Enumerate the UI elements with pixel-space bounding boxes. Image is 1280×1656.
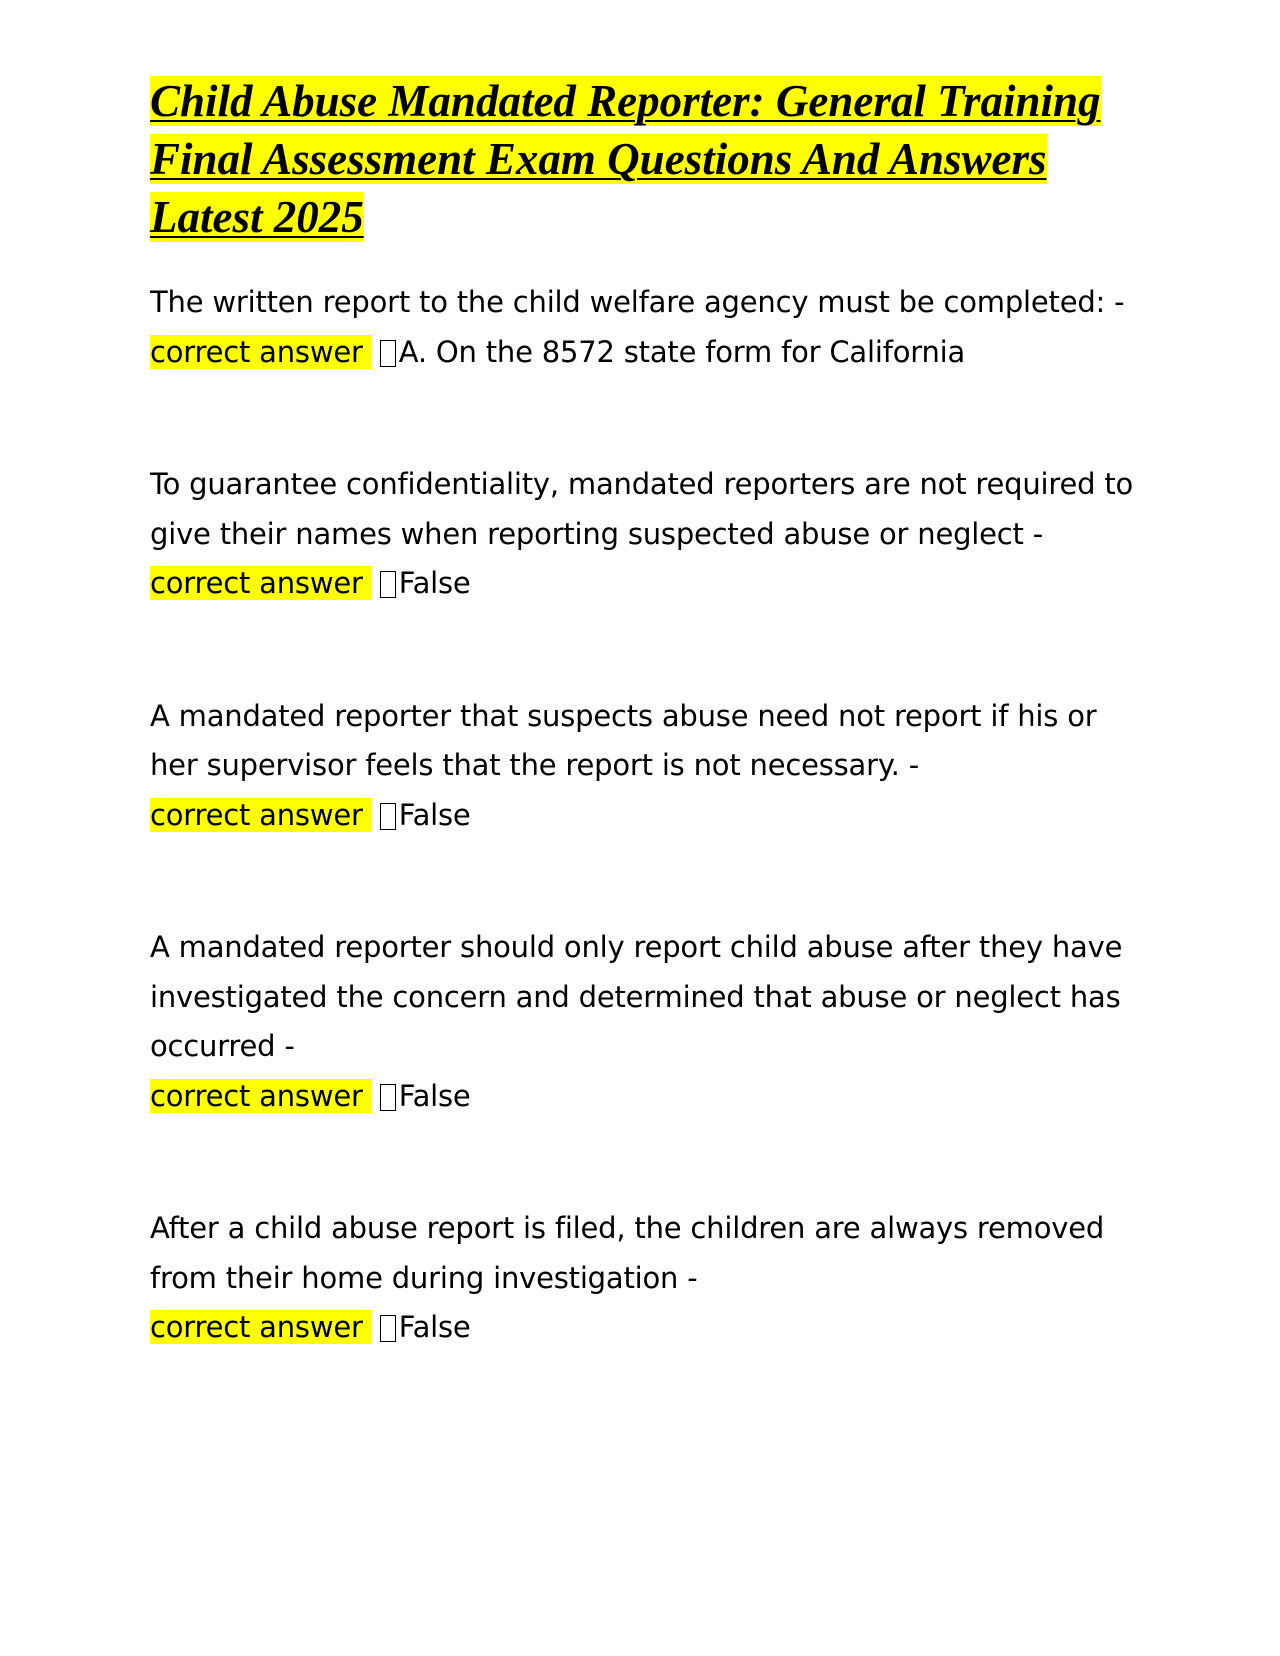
- document-page: [150, 72, 1140, 1353]
- answer-text: False: [398, 797, 471, 832]
- answer-line: [150, 1072, 1140, 1122]
- answer-text: False: [398, 566, 471, 600]
- answer-text: A. On the 8572 state form for California: [398, 334, 966, 369]
- correct-answer-label: correct answer: [150, 798, 371, 832]
- checkbox-glyph-icon: [380, 1084, 396, 1111]
- correct-answer-label: correct answer: [150, 566, 371, 600]
- answer-text: False: [398, 1310, 471, 1344]
- correct-answer-label: correct answer: [150, 335, 371, 369]
- answer-text: False: [398, 1078, 471, 1113]
- qa-item-2: [150, 460, 1140, 609]
- qa-item-3: [150, 692, 1140, 841]
- title-highlight: Child Abuse Mandated Reporter: General Training Final Assessment Exam Questions And Answers Latest 2025: [150, 76, 1101, 242]
- checkbox-glyph-icon: [380, 571, 396, 598]
- qa-item-5: [150, 1204, 1140, 1353]
- checkbox-glyph-icon: [380, 1315, 396, 1342]
- question-text: A mandated reporter should only report child abuse after they have investigated the concern and determined that abuse or neglect has occurred -: [150, 930, 1123, 1063]
- question-text: A mandated reporter that suspects abuse need not report if his or her supervisor feels that the report is not necessary. -: [150, 698, 1097, 782]
- checkbox-glyph-icon: [380, 803, 396, 830]
- checkbox-glyph-icon: [380, 340, 396, 367]
- answer-line: [150, 1303, 1140, 1353]
- qa-item-4: [150, 923, 1140, 1121]
- answer-line: [150, 328, 1140, 378]
- answer-line: [150, 559, 1140, 609]
- correct-answer-label: correct answer: [150, 1079, 371, 1113]
- question-text: To guarantee confidentiality, mandated reporters are not required to give their names when reporting suspected abuse or neglect -: [150, 467, 1134, 551]
- answer-line: [150, 791, 1140, 841]
- qa-item-1: [150, 278, 1140, 377]
- question-text: The written report to the child welfare agency must be completed: -: [150, 285, 1125, 319]
- question-text: After a child abuse report is filed, the children are always removed from their home during investigation -: [150, 1211, 1105, 1295]
- correct-answer-label: correct answer: [150, 1310, 371, 1344]
- document-title: [150, 72, 1140, 246]
